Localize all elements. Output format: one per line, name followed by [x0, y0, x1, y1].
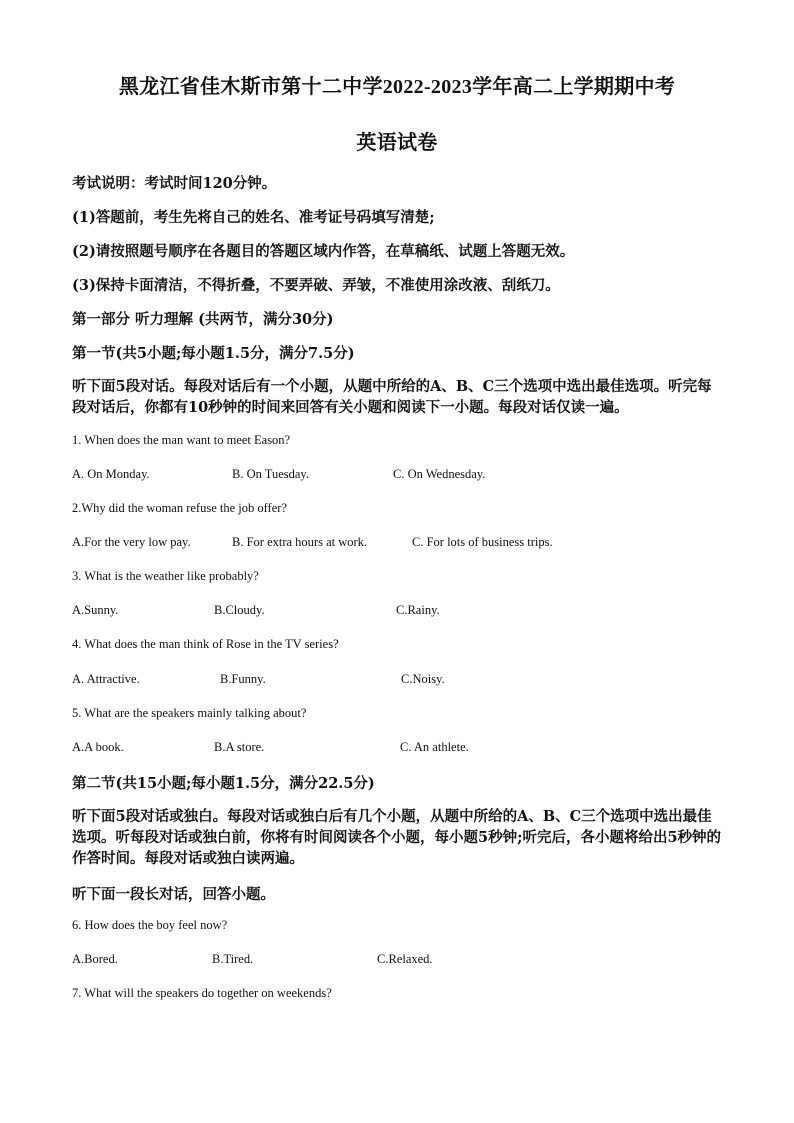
question-6-option-a: A.Bored. [72, 952, 118, 966]
question-6: 6. How does the boy feel now? [72, 918, 228, 932]
question-1: 1. When does the man want to meet Eason? [72, 433, 291, 447]
question-5: 5. What are the speakers mainly talking about? [72, 706, 307, 720]
question-1-option-b: B. On Tuesday. [232, 467, 309, 481]
question-4-option-c: C.Noisy. [401, 672, 445, 686]
instruction-item-3: (3)保持卡面清洁，不得折叠，不要弄破、弄皱，不准使用涂改液、刮纸刀。 [72, 277, 560, 294]
question-5-option-b: B.A store. [214, 740, 265, 754]
instruction-item-1: (1)答题前，考生先将自己的姓名、准考证号码填写清楚; [72, 209, 435, 226]
question-1-option-c: C. On Wednesday. [393, 467, 486, 481]
section1-heading: 第一节(共5小题;每小题1.5分，满分7.5分) [72, 345, 355, 362]
question-6-option-b: B.Tired. [212, 952, 254, 966]
question-6-option-c: C.Relaxed. [377, 952, 433, 966]
question-4-option-a: A. Attractive. [72, 672, 140, 686]
section2-directions: 听下面5段对话或独白。每段对话或独白后有几个小题，从题中所给的A、B、C三个选项中选出最佳选项。听每段对话或独白前，你将有时间阅读各个小题，每小题5秒钟;听完后，各小题将给出5秒钟的作答时间。每段对话或独白读两遍。 [72, 808, 722, 867]
exam-subtitle: 英语试卷 [356, 132, 438, 154]
section2-sub-directions: 听下面一段长对话，回答小题。 [72, 886, 275, 903]
question-4: 4. What does the man think of Rose in the TV series? [72, 637, 339, 651]
instruction-item-2: (2)请按照题号顺序在各题目的答题区域内作答，在草稿纸、试题上答题无效。 [72, 243, 575, 260]
question-4-option-b: B.Funny. [220, 672, 266, 686]
question-2-option-c: C. For lots of business trips. [412, 535, 553, 549]
question-2: 2.Why did the woman refuse the job offer? [72, 501, 287, 515]
question-3-option-a: A.Sunny. [72, 603, 119, 617]
question-3-option-b: B.Cloudy. [214, 603, 265, 617]
question-3: 3. What is the weather like probably? [72, 569, 259, 583]
section2-heading: 第二节(共15小题;每小题1.5分，满分22.5分) [72, 775, 375, 792]
question-1-option-a: A. On Monday. [72, 467, 150, 481]
question-7: 7. What will the speakers do together on weekends? [72, 986, 332, 1000]
question-5-option-a: A.A book. [72, 740, 124, 754]
question-2-option-a: A.For the very low pay. [72, 535, 191, 549]
question-5-option-c: C. An athlete. [400, 740, 469, 754]
exam-instructions-intro: 考试说明：考试时间120分钟。 [72, 175, 277, 192]
question-2-option-b: B. For extra hours at work. [232, 535, 368, 549]
part1-heading: 第一部分 听力理解 (共两节，满分30分) [72, 311, 334, 328]
exam-title: 黑龙江省佳木斯市第十二中学2022-2023学年高二上学期期中考 [118, 76, 676, 98]
section1-directions: 听下面5段对话。每段对话后有一个小题，从题中所给的A、B、C三个选项中选出最佳选项。听完每段对话后，你都有10秒钟的时间来回答有关小题和阅读下一小题。每段对话仅读一遍。 [72, 378, 712, 416]
question-3-option-c: C.Rainy. [396, 603, 440, 617]
